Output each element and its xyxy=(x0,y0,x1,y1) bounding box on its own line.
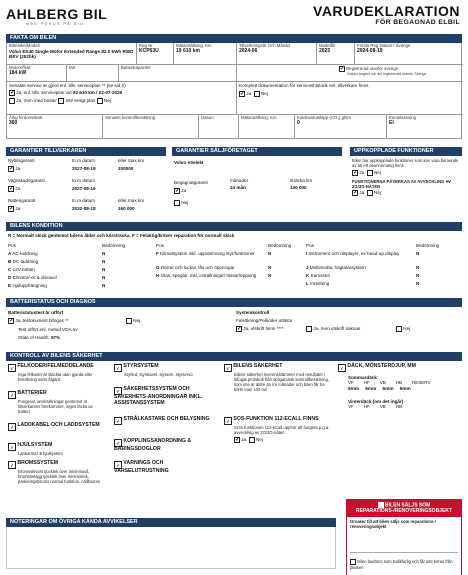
fakta-header: FAKTA OM BILEN xyxy=(6,34,462,43)
field-motoreffekt: Motoreffekt 184 kW xyxy=(7,65,67,82)
checkbox-2g3g-nej[interactable] xyxy=(367,190,373,196)
brand-logo xyxy=(6,6,116,26)
dack-sommar-cols: VF HF VB HB RESERV xyxy=(348,380,431,386)
field-utanfor-sverige: ✓ Registrerad utanför sverige Datum angivet om det registrerats utanför Sverige xyxy=(237,65,463,82)
kontroll-item-3: ✓ LADDKABEL OCH LADDSYSTEM xyxy=(8,423,103,431)
kontroll-item-12: ✓ SOS-FUNKTION 112-ECALL FINNS SOS-funktionen 112-eCall upphör att fungera p.g.a. avveckling av 2G/3G-näten ✓ Ja Nej xyxy=(224,417,334,443)
field-tillverkningsar: Tillverkningsår Och Månad 2024-06 xyxy=(237,43,317,65)
checkbox-kontroll-7[interactable]: ✓ xyxy=(114,387,122,395)
uppkopplade-block: Bilen har uppkopplade funktioner som kan vara beroende av att ett abonnemang finns. ✓ Ja Nej FUNKTIONERNA PÅVERKAS AV AVVECKLING AV 2G/3G-NÄTEN ✓ Ja Nej xyxy=(352,158,459,197)
uppkopplade-header: UPPKOPPLADE FUNKTIONER xyxy=(350,147,462,156)
checkbox-service-ja[interactable]: ✓ xyxy=(10,90,15,97)
kondition-item: J Multimedia, högtalarsystem xyxy=(306,265,366,270)
kontroll-item-2: ✓ BATTERIER Fungerar, ammärkningar gentemot rit tillverkarens förekommer, ingen läcka av batteri xyxy=(8,391,103,414)
batteri-header: BATTERISTATUS OCH DIAGNOS xyxy=(6,298,462,307)
field-kontrollbesiktning: Senaste kontrollbesiktning xyxy=(103,115,199,139)
kondition-item: G Dörrar och luckor, lås och öppningar xyxy=(156,265,235,270)
checkbox-kontroll-6[interactable]: ✓ xyxy=(114,364,122,372)
checkbox-kontroll-9[interactable]: ✓ xyxy=(114,439,122,447)
doc-title: VARUDEKLARATION xyxy=(313,3,460,19)
kondition-item: I Instrument och displayer, ev head-up display xyxy=(306,251,400,256)
kondition-block: N = Normalt skick gentemot bilens ålder och körsträcka, F = Felaktig/kräver reparation för normalt skick Pos Bedömning A AC-laddning N B DC-laddning N C 12V-batteri N D Elmotor/-er & drivaxel N E Hjulupphängning N Pos Bedömning F Klimatsystem inkl. uppvärmning styr/funktioner N G Dörrar och luckor, lås och öppningar N H Glas, speglar, inkl. inställningar/ hissar/öppning N Pos Bedömning I Instrument och displayer, ev head-up display N J Multimedia, högtalarsystem N K Karosseri N L Inredning N xyxy=(8,233,440,288)
kondition-header: BILENS KONDITION xyxy=(6,222,462,231)
repair-box: BILEN SÄLJS SOM REPARATIONS-/RENOVERINGSOBJEKT Orsaker till att bilen säljs som reparations-/ renoveringsobjekt Bilen bedöms som trafikfarlig och får inte köras från platsen xyxy=(346,499,462,575)
garanti-salj-header: GARANTIER SÄLJFÖRETAGET xyxy=(172,147,342,156)
kontroll-item-11: ✓ BILENS SÄKERHET Bilens säkerhet överensstämmer med resultatet i bifogat protokoll från obligatorisk kontrollbesiktning, som inte är äldre än tre månader och bilen får ha körts max 100 mil xyxy=(224,364,334,392)
kontroll-item-1: ✓ FELKODER/FELMEDDELANDE Inga felkoder är släckta utan gjorda eller felsökning samt åtgärd xyxy=(8,364,103,382)
checkbox-kontroll-3[interactable]: ✓ xyxy=(8,423,16,431)
service-block: Senaste service är gjord enl. tillv. serviceplan ** (se sid 2) ✓ Ja, enl. tillv. serviceplan vid 92 610 km / 02-07-2026 Ja, men med brister Inte enligt plan Nej xyxy=(7,82,237,115)
checkbox-batteritest-nej[interactable] xyxy=(126,318,132,324)
dack-block: ✓ DÄCK, MÖNSTERDJUP, MM Sommardäck VF HF VB HB RESERV 6mm 6mm 5mm 5mm Vinterdäck (om det ingår) VF HF VB HB xyxy=(338,364,460,409)
checkbox-komplett-nej[interactable] xyxy=(254,91,260,97)
checkbox-kontroll-1[interactable]: ✓ xyxy=(8,364,16,372)
checkbox-kontroll-4[interactable]: ✓ xyxy=(8,443,16,451)
checkbox-uppkopplade-nej[interactable] xyxy=(367,170,373,176)
nybilsgaranti-label: Nybilsgaranti xyxy=(8,158,35,163)
field-kw: kW xyxy=(67,65,119,82)
checkbox-uppkopplade-ja[interactable]: ✓ xyxy=(353,170,358,177)
kontroll-item-7: ✓ SÄKERHETSSYSTEM OCH SÄKERHETS-ANORDNINGAR INKL. ASSISTANSSYSTEM xyxy=(114,386,203,406)
checkbox-begagnat-nej[interactable] xyxy=(174,200,180,206)
kondition-item: E Hjulupphängning xyxy=(8,283,47,288)
noteringar-header: NOTERINGAR OM ÖVRIGA KÄNDA AVVIKELSER xyxy=(6,518,336,527)
checkbox-service-brister[interactable] xyxy=(9,98,15,104)
kontroll-item-5: ✓ BROMSSYSTEM Bromsskivors tjocklek över miniminivå, bromsbelägg tjocklek över miniminivå, parkeringsbroms normal funktion, nödbroms xyxy=(8,461,103,484)
doc-subtitle: FÖR BEGAGNAD ELBIL xyxy=(375,19,460,27)
kontroll-item-4: ✓ HJULSYSTEM Länkarmar & hjulsystem xyxy=(8,443,103,456)
soh-value: 97% xyxy=(50,335,61,340)
kontroll-item-9: ✓ KOPPLINGSANORDNING & BÄRINGSDOGLOR xyxy=(114,438,192,452)
checkbox-system-utskrift[interactable]: ✓ xyxy=(237,326,242,332)
brand-tagline: MED FOKUS PÅ DIG xyxy=(26,22,85,27)
dack-sommar-vals: 6mm 6mm 5mm 5mm xyxy=(348,387,411,393)
checkbox-kontroll-12[interactable]: ✓ xyxy=(224,417,232,425)
kondition-item: A AC-laddning xyxy=(8,251,38,256)
field-forsta-reg: Första Reg Datum I Sverige 2024-08-19 xyxy=(355,43,463,65)
komplett-block: Komplett dokumentation för serviceshistorik enl. tillverkare finns ✓ Ja Nej xyxy=(237,82,463,115)
batterigaranti-label: Batterigaranti xyxy=(8,198,36,203)
checkbox-system-nej[interactable] xyxy=(396,326,402,332)
kondition-item: C 12V-batteri xyxy=(8,267,35,272)
kondition-item: K Karosseri xyxy=(306,273,331,278)
checkbox-kontroll-8[interactable]: ✓ xyxy=(114,417,122,425)
checkbox-batteritest-ja[interactable]: ✓ xyxy=(9,318,14,324)
field-regnr: Reg Nr KCP63U xyxy=(137,43,174,65)
checkbox-system-saknas[interactable] xyxy=(306,326,312,332)
kondition-item: B DC-laddning xyxy=(8,259,39,264)
checkbox-service-nej[interactable] xyxy=(97,98,103,104)
checkbox-kontroll-11[interactable]: ✓ xyxy=(224,364,232,372)
kontroll-header: KONTROLL AV BILENS SÄKERHET xyxy=(6,352,462,361)
field-fordonsskatt: Årlig fordonsskatt 360 xyxy=(7,115,103,139)
checkbox-2g3g-ja[interactable]: ✓ xyxy=(353,190,358,197)
field-modellar: Modellår 2025 xyxy=(317,43,355,65)
kondition-item: L Inredning xyxy=(306,281,330,286)
field-batterikapacitet: Batterikapacitet xyxy=(119,65,237,82)
field-matar-besiktning: Mätarställning, Km xyxy=(239,115,295,139)
kontroll-item-8: ✓ STRÅLKASTARE OCH BELYSNING xyxy=(114,417,214,425)
kondition-legend: N = Normalt skick gentemot bilens ålder och körsträcka, F = Felaktig/kräver reparation för normalt skick xyxy=(8,233,235,238)
checkbox-vagnskadegaranti[interactable]: ✓ xyxy=(9,186,14,192)
kontroll-item-10: ✓ VARNINGS OCH VARSELUTRUSTNING xyxy=(114,460,169,474)
brand-name: AHLBERG BIL xyxy=(6,6,108,22)
checkbox-sos-ja[interactable]: ✓ xyxy=(235,437,240,444)
kontroll-item-6: ✓ STYRSYSTEM Styrled, styrstavel, styrarm, styrservo xyxy=(114,364,214,377)
noteringar-area[interactable] xyxy=(6,527,336,569)
checkbox-begagnat-ja[interactable]: ✓ xyxy=(175,188,180,194)
checkbox-komplett-ja[interactable]: ✓ xyxy=(240,91,245,98)
checkbox-nybilsgaranti[interactable]: ✓ xyxy=(9,166,14,172)
checkbox-sos-nej[interactable] xyxy=(249,437,255,443)
field-datum: Datum xyxy=(199,115,239,139)
fakta-block xyxy=(6,43,462,139)
checkbox-utanfor-sverige[interactable]: ✓ xyxy=(340,66,345,72)
garanti-tillv-block: Nybilsgaranti to m datum eller max km ✓ Ja 2027-08-19 100000 Vagnskadegaranti to m datum ✓ Ja 2027-08-19 Batterigaranti to m datum eller max km ✓ Ja 2032-08-18 160 000 xyxy=(8,158,145,212)
kondition-item: D Elmotor/-er & drivaxel xyxy=(8,275,57,280)
field-matarstallning: Mätarställning, Km 19 610 km xyxy=(174,43,237,65)
repair-lines[interactable] xyxy=(350,533,458,553)
kondition-item: F Klimatsystem inkl. uppvärmning styr/funktioner xyxy=(156,251,255,256)
field-co2: Koldioxidutsläpp (CO₂),g/km 0 xyxy=(295,115,387,139)
checkbox-kontroll-2[interactable]: ✓ xyxy=(8,391,16,399)
checkbox-service-inte-plan[interactable] xyxy=(58,98,64,104)
batteri-block: Batteristatustest är utfört ✓ Ja, testokument bifogas ** Nej Test utfört enl. metod VDA av State of Health: 97% Systemkontroll Felsökning/Felkoder utlästa ✓ Ja, utskrift finns **** Ja, men utskrift saknas Nej xyxy=(8,310,411,340)
garanti-tillv-header: GARANTIER TILLVERKAREN xyxy=(6,147,166,156)
kondition-item: H Glas, speglar, inkl. inställningar/ hissar/öppning xyxy=(156,273,257,278)
checkbox-kontroll-13[interactable]: ✓ xyxy=(338,364,346,372)
field-euroklass: Euroklassning El xyxy=(389,115,416,126)
checkbox-kontroll-10[interactable]: ✓ xyxy=(114,461,122,469)
field-model: Bilmärke/Modell Volvo EX40 Single Motor Extended Range 82.0 kWh RWD BEV (252hk) xyxy=(7,43,137,65)
checkbox-batterigaranti[interactable]: ✓ xyxy=(9,206,14,212)
doc-heading xyxy=(313,3,460,27)
checkbox-kontroll-5[interactable]: ✓ xyxy=(8,461,16,469)
garanti-salj-block: Volvo eSelekt Begagnatgaranti månader 24 mån sträcka km 130 000 ✓ Ja Nej xyxy=(174,160,313,206)
dack-vinter-cols: VF HF VB HB xyxy=(348,404,403,410)
vagnskadegaranti-label: Vagnskadegaranti xyxy=(8,178,45,183)
seller-name: Volvo eSelekt xyxy=(174,160,204,165)
